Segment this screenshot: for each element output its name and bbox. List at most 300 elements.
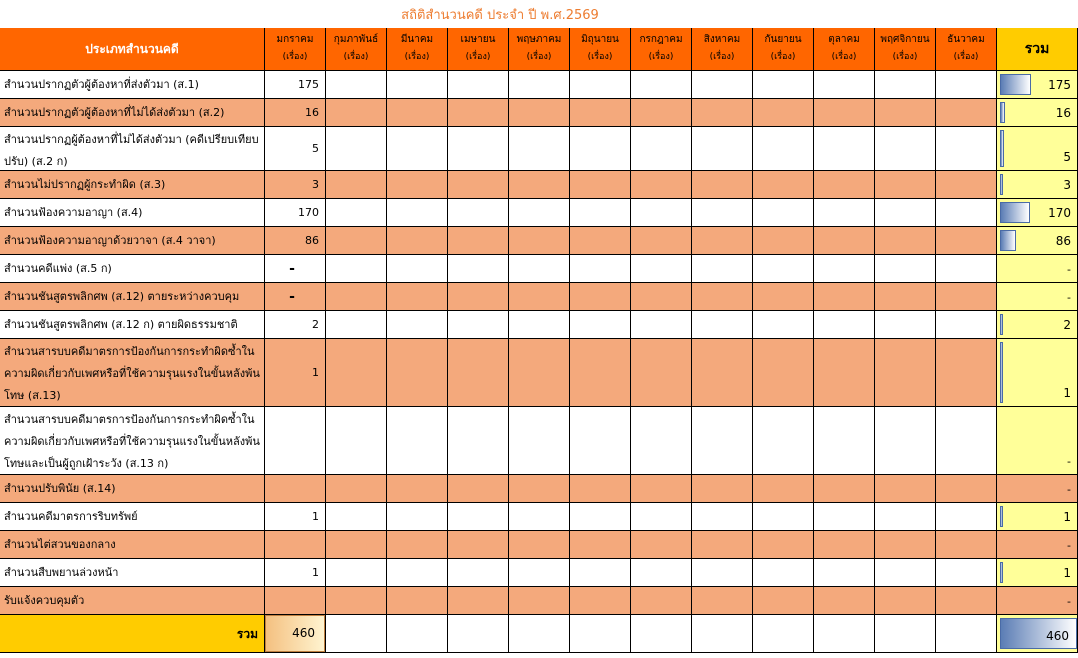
month-cell[interactable]: [814, 587, 875, 615]
month-cell[interactable]: [875, 339, 936, 407]
row-category-label: สำนวนสารบบคดีมาตรการป้องกันการกระทำผิดซ้ำในความผิดเกี่ยวกับเพศหรือที่ใช้ความรุนแรงในขั้นหลังพ้นโทษ (ส.13): [4, 345, 260, 402]
month-cell[interactable]: [326, 283, 387, 311]
total-databar: [1000, 130, 1004, 167]
month-value: 1: [312, 510, 319, 523]
row-total[interactable]: [997, 199, 1078, 227]
month-cell[interactable]: [509, 559, 570, 587]
month-cell[interactable]: [387, 171, 448, 199]
footer-month-cell[interactable]: [631, 615, 692, 653]
month-cell[interactable]: [631, 503, 692, 531]
month-cell[interactable]: [448, 503, 509, 531]
month-cell[interactable]: [692, 227, 753, 255]
month-cell[interactable]: [875, 503, 936, 531]
month-cell[interactable]: [448, 587, 509, 615]
month-cell[interactable]: [692, 71, 753, 99]
month-cell[interactable]: [875, 587, 936, 615]
month-cell[interactable]: [692, 283, 753, 311]
month-cell[interactable]: [875, 227, 936, 255]
month-header-7[interactable]: [631, 28, 692, 71]
footer-month-cell[interactable]: [875, 615, 936, 653]
month-cell[interactable]: [631, 559, 692, 587]
month-cell[interactable]: [936, 311, 997, 339]
month-cell[interactable]: [570, 99, 631, 127]
month-cell[interactable]: [265, 71, 326, 99]
month-cell[interactable]: [448, 171, 509, 199]
month-name: ตุลาคม: [828, 34, 860, 45]
row-category-label: สำนวนชันสูตรพลิกศพ (ส.12 ก) ตายผิดธรรมชาติ: [4, 318, 238, 331]
footer-month-cell[interactable]: [570, 615, 631, 653]
month-header-9[interactable]: [753, 28, 814, 71]
month-cell[interactable]: [631, 407, 692, 475]
month-cell[interactable]: [814, 171, 875, 199]
month-cell[interactable]: [936, 255, 997, 283]
month-cell[interactable]: [448, 199, 509, 227]
month-cell[interactable]: [387, 283, 448, 311]
row-category-label: สำนวนคดีมาตรการริบทรัพย์: [4, 510, 138, 523]
month-cell[interactable]: [875, 531, 936, 559]
month-cell[interactable]: [509, 475, 570, 503]
row-total[interactable]: [997, 255, 1078, 283]
month-cell[interactable]: [448, 255, 509, 283]
footer-month-cell[interactable]: [326, 615, 387, 653]
month-cell[interactable]: [692, 311, 753, 339]
month-cell[interactable]: [265, 255, 326, 283]
month-cell[interactable]: [631, 531, 692, 559]
month-cell[interactable]: [936, 503, 997, 531]
table-row: [0, 255, 1078, 283]
month-cell[interactable]: [509, 71, 570, 99]
row-total[interactable]: [997, 127, 1078, 171]
table-row: [0, 503, 1078, 531]
month-cell[interactable]: [875, 171, 936, 199]
row-category-label: สำนวนชันสูตรพลิกศพ (ส.12) ตายระหว่างควบคุม: [4, 290, 240, 303]
month-cell[interactable]: [814, 531, 875, 559]
row-category-label: สำนวนฟ้องความอาญา (ส.4): [4, 206, 143, 219]
row-category[interactable]: [0, 407, 265, 475]
month-header-6[interactable]: [570, 28, 631, 71]
month-cell[interactable]: [631, 311, 692, 339]
month-unit: (เรื่อง): [404, 52, 430, 62]
footer-grand-total[interactable]: [997, 615, 1078, 653]
row-category[interactable]: [0, 255, 265, 283]
month-cell[interactable]: [387, 255, 448, 283]
row-category-label: สำนวนไต่สวนของกลาง: [4, 538, 116, 551]
month-cell[interactable]: [448, 407, 509, 475]
month-cell[interactable]: [387, 559, 448, 587]
month-cell[interactable]: [814, 559, 875, 587]
month-cell[interactable]: [265, 227, 326, 255]
row-total[interactable]: [997, 227, 1078, 255]
month-cell[interactable]: [326, 71, 387, 99]
month-cell[interactable]: [631, 127, 692, 171]
month-cell[interactable]: [387, 475, 448, 503]
month-cell[interactable]: [509, 311, 570, 339]
month-cell[interactable]: [387, 531, 448, 559]
row-total-value: 1: [1063, 566, 1071, 580]
month-cell[interactable]: [875, 127, 936, 171]
month-cell[interactable]: [692, 407, 753, 475]
month-cell[interactable]: [692, 475, 753, 503]
month-cell[interactable]: [753, 255, 814, 283]
total-header-label: รวม: [1024, 41, 1050, 57]
month-cell[interactable]: [936, 475, 997, 503]
month-cell[interactable]: [387, 127, 448, 171]
footer-month-cell[interactable]: [814, 615, 875, 653]
row-category[interactable]: [0, 127, 265, 171]
footer-month-cell[interactable]: [753, 615, 814, 653]
month-cell[interactable]: [509, 127, 570, 171]
category-header[interactable]: [0, 28, 265, 71]
month-cell[interactable]: [448, 531, 509, 559]
month-cell[interactable]: [448, 475, 509, 503]
month-cell[interactable]: [814, 475, 875, 503]
row-total[interactable]: [997, 311, 1078, 339]
month-cell[interactable]: [814, 127, 875, 171]
month-cell[interactable]: [570, 283, 631, 311]
row-total[interactable]: [997, 559, 1078, 587]
month-cell[interactable]: [631, 475, 692, 503]
month-cell[interactable]: [814, 199, 875, 227]
row-category-label: รับแจ้งควบคุมตัว: [4, 594, 85, 607]
month-cell[interactable]: [570, 475, 631, 503]
month-cell[interactable]: [936, 407, 997, 475]
row-total[interactable]: [997, 587, 1078, 615]
month-cell[interactable]: [692, 171, 753, 199]
month-cell[interactable]: [326, 503, 387, 531]
month-header-8[interactable]: [692, 28, 753, 71]
month-cell[interactable]: [387, 99, 448, 127]
month-cell[interactable]: [936, 339, 997, 407]
month-cell[interactable]: [509, 199, 570, 227]
month-cell[interactable]: [753, 227, 814, 255]
month-cell[interactable]: [326, 339, 387, 407]
month-cell[interactable]: [753, 199, 814, 227]
month-cell[interactable]: [265, 171, 326, 199]
month-header-3[interactable]: [387, 28, 448, 71]
month-cell[interactable]: [509, 339, 570, 407]
month-cell[interactable]: [631, 587, 692, 615]
month-cell[interactable]: [936, 199, 997, 227]
month-cell[interactable]: [265, 311, 326, 339]
month-cell[interactable]: [753, 71, 814, 99]
month-cell[interactable]: [753, 587, 814, 615]
month-name: มิถุนายน: [581, 34, 619, 45]
month-cell[interactable]: [570, 127, 631, 171]
month-cell[interactable]: [326, 475, 387, 503]
month-cell[interactable]: [570, 255, 631, 283]
month-value: 3: [312, 178, 319, 191]
row-category[interactable]: [0, 311, 265, 339]
month-cell[interactable]: [326, 127, 387, 171]
month-cell[interactable]: [753, 339, 814, 407]
row-category[interactable]: [0, 559, 265, 587]
month-cell[interactable]: [570, 199, 631, 227]
row-total[interactable]: [997, 71, 1078, 99]
table-row: [0, 475, 1078, 503]
month-unit: (เรื่อง): [526, 52, 552, 62]
month-header-10[interactable]: [814, 28, 875, 71]
row-total[interactable]: [997, 171, 1078, 199]
month-cell[interactable]: [814, 311, 875, 339]
month-cell[interactable]: [265, 407, 326, 475]
month-cell[interactable]: [936, 71, 997, 99]
month-cell[interactable]: [631, 99, 692, 127]
month-cell[interactable]: [692, 559, 753, 587]
month-cell[interactable]: [570, 339, 631, 407]
month-cell[interactable]: [936, 227, 997, 255]
month-cell[interactable]: [936, 99, 997, 127]
month-cell[interactable]: [692, 127, 753, 171]
month-value: 2: [312, 318, 319, 331]
month-cell[interactable]: [753, 503, 814, 531]
month-cell[interactable]: [265, 559, 326, 587]
month-cell[interactable]: [265, 283, 326, 311]
month-cell[interactable]: [631, 171, 692, 199]
header-row: [0, 28, 1078, 71]
month-cell[interactable]: [326, 255, 387, 283]
month-cell[interactable]: [326, 99, 387, 127]
row-total[interactable]: [997, 503, 1078, 531]
month-cell[interactable]: [387, 339, 448, 407]
row-category[interactable]: [0, 199, 265, 227]
month-cell[interactable]: [387, 407, 448, 475]
total-header[interactable]: [997, 28, 1078, 71]
month-cell[interactable]: [387, 311, 448, 339]
month-header-12[interactable]: [936, 28, 997, 71]
month-cell[interactable]: [631, 199, 692, 227]
month-cell[interactable]: [936, 283, 997, 311]
month-cell[interactable]: [692, 503, 753, 531]
month-cell[interactable]: [753, 99, 814, 127]
month-cell[interactable]: [326, 311, 387, 339]
month-cell[interactable]: [631, 255, 692, 283]
month-cell[interactable]: [692, 255, 753, 283]
row-category[interactable]: [0, 171, 265, 199]
month-cell[interactable]: [875, 475, 936, 503]
category-header-label: ประเภทสำนวนคดี: [85, 42, 179, 56]
footer-grand-value: 460: [1046, 629, 1069, 643]
month-cell[interactable]: [265, 127, 326, 171]
month-cell[interactable]: [692, 339, 753, 407]
month-cell[interactable]: [936, 559, 997, 587]
row-category[interactable]: [0, 503, 265, 531]
table-row: [0, 127, 1078, 171]
month-cell[interactable]: [814, 71, 875, 99]
month-cell[interactable]: [509, 171, 570, 199]
row-category[interactable]: [0, 339, 265, 407]
month-name: มกราคม: [276, 34, 314, 45]
month-cell[interactable]: [875, 99, 936, 127]
month-cell[interactable]: [570, 503, 631, 531]
month-cell[interactable]: [326, 559, 387, 587]
footer-month-cell[interactable]: [509, 615, 570, 653]
row-category[interactable]: [0, 531, 265, 559]
month-cell[interactable]: [509, 587, 570, 615]
footer-month-cell[interactable]: [387, 615, 448, 653]
month-cell[interactable]: [753, 475, 814, 503]
month-cell[interactable]: [753, 407, 814, 475]
month-cell[interactable]: [448, 71, 509, 99]
table-row: [0, 199, 1078, 227]
month-cell[interactable]: [753, 127, 814, 171]
row-total-value: 3: [1063, 178, 1071, 192]
row-category-label: สำนวนคดีแพ่ง (ส.5 ก): [4, 262, 112, 275]
total-databar: [1000, 342, 1003, 403]
month-cell[interactable]: [875, 71, 936, 99]
month-cell[interactable]: [692, 531, 753, 559]
month-header-2[interactable]: [326, 28, 387, 71]
row-category[interactable]: [0, 227, 265, 255]
month-cell[interactable]: [753, 559, 814, 587]
month-cell[interactable]: [387, 503, 448, 531]
month-cell[interactable]: [509, 503, 570, 531]
month-cell[interactable]: [936, 587, 997, 615]
month-cell[interactable]: [509, 283, 570, 311]
row-total[interactable]: [997, 339, 1078, 407]
month-value: -: [289, 261, 295, 277]
footer-label-text: รวม: [236, 627, 258, 641]
month-cell[interactable]: [448, 339, 509, 407]
month-cell[interactable]: [692, 199, 753, 227]
month-cell[interactable]: [265, 99, 326, 127]
month-cell[interactable]: [814, 255, 875, 283]
month-cell[interactable]: [509, 255, 570, 283]
month-cell[interactable]: [448, 311, 509, 339]
month-cell[interactable]: [570, 531, 631, 559]
row-total-value: -: [1067, 455, 1071, 468]
month-cell[interactable]: [814, 407, 875, 475]
month-unit: (เรื่อง): [709, 52, 735, 62]
month-cell[interactable]: [387, 71, 448, 99]
month-cell[interactable]: [875, 407, 936, 475]
month-cell[interactable]: [753, 311, 814, 339]
month-cell[interactable]: [265, 531, 326, 559]
month-cell[interactable]: [387, 587, 448, 615]
month-cell[interactable]: [570, 71, 631, 99]
month-cell[interactable]: [814, 503, 875, 531]
month-cell[interactable]: [936, 171, 997, 199]
month-cell[interactable]: [936, 531, 997, 559]
month-cell[interactable]: [570, 171, 631, 199]
month-name: ธันวาคม: [947, 34, 985, 45]
month-cell[interactable]: [875, 255, 936, 283]
row-total[interactable]: [997, 407, 1078, 475]
row-category-label: สำนวนปรากฏตัวผู้ต้องหาที่ส่งตัวมา (ส.1): [4, 78, 199, 91]
table-row: [0, 339, 1078, 407]
month-cell[interactable]: [265, 503, 326, 531]
month-cell[interactable]: [326, 531, 387, 559]
month-cell[interactable]: [448, 227, 509, 255]
row-total[interactable]: [997, 283, 1078, 311]
month-cell[interactable]: [631, 283, 692, 311]
month-cell[interactable]: [875, 199, 936, 227]
month-cell[interactable]: [936, 127, 997, 171]
month-cell[interactable]: [509, 227, 570, 255]
month-cell[interactable]: [326, 587, 387, 615]
month-cell[interactable]: [814, 99, 875, 127]
month-cell[interactable]: [753, 531, 814, 559]
month-cell[interactable]: [692, 587, 753, 615]
month-cell[interactable]: [265, 339, 326, 407]
month-cell[interactable]: [814, 283, 875, 311]
row-category-label: สำนวนปรากฏผู้ต้องหาที่ไม่ได้ส่งตัวมา (คดีเปรียบเทียบปรับ) (ส.2 ก): [4, 133, 259, 168]
row-total-value: 175: [1048, 78, 1071, 92]
month-cell[interactable]: [631, 339, 692, 407]
month-cell[interactable]: [875, 311, 936, 339]
month-cell[interactable]: [448, 99, 509, 127]
total-databar: [1000, 202, 1030, 223]
month-cell[interactable]: [387, 227, 448, 255]
month-cell[interactable]: [265, 475, 326, 503]
month-cell[interactable]: [875, 283, 936, 311]
month-cell[interactable]: [448, 127, 509, 171]
row-category[interactable]: [0, 475, 265, 503]
table-row: [0, 71, 1078, 99]
row-category[interactable]: [0, 71, 265, 99]
month-cell[interactable]: [814, 339, 875, 407]
month-cell[interactable]: [875, 559, 936, 587]
row-category[interactable]: [0, 587, 265, 615]
month-cell[interactable]: [265, 199, 326, 227]
row-total[interactable]: [997, 99, 1078, 127]
row-category[interactable]: [0, 99, 265, 127]
month-cell[interactable]: [265, 587, 326, 615]
row-total-value: 2: [1063, 318, 1071, 332]
month-cell[interactable]: [326, 227, 387, 255]
month-cell[interactable]: [326, 407, 387, 475]
month-header-11[interactable]: [875, 28, 936, 71]
month-unit: (เรื่อง): [770, 52, 796, 62]
footer-month-cell[interactable]: [692, 615, 753, 653]
month-cell[interactable]: [570, 227, 631, 255]
month-cell[interactable]: [570, 587, 631, 615]
row-total[interactable]: [997, 531, 1078, 559]
footer-jan-total[interactable]: [265, 615, 326, 653]
row-total[interactable]: [997, 475, 1078, 503]
month-cell[interactable]: [509, 531, 570, 559]
month-cell[interactable]: [753, 171, 814, 199]
row-category-label: สำนวนสารบบคดีมาตรการป้องกันการกระทำผิดซ้ำในความผิดเกี่ยวกับเพศหรือที่ใช้ความรุนแรงในขั้นหลังพ้นโทษและเป็นผู้ถูกเฝ้าระวัง (ส.13 ก): [4, 413, 260, 470]
month-cell[interactable]: [570, 311, 631, 339]
month-cell[interactable]: [448, 559, 509, 587]
month-cell[interactable]: [631, 227, 692, 255]
row-category[interactable]: [0, 283, 265, 311]
month-cell[interactable]: [509, 407, 570, 475]
month-cell[interactable]: [631, 71, 692, 99]
footer-month-cell[interactable]: [936, 615, 997, 653]
month-cell[interactable]: [814, 227, 875, 255]
month-header-4[interactable]: [448, 28, 509, 71]
month-cell[interactable]: [570, 559, 631, 587]
row-total-value: -: [1067, 595, 1071, 608]
footer-jan-value: 460: [292, 626, 315, 640]
month-cell[interactable]: [326, 171, 387, 199]
month-header-5[interactable]: [509, 28, 570, 71]
month-cell[interactable]: [509, 99, 570, 127]
month-cell[interactable]: [753, 283, 814, 311]
month-cell[interactable]: [570, 407, 631, 475]
row-total-value: -: [1067, 263, 1071, 276]
month-header-1[interactable]: [265, 28, 326, 71]
month-cell[interactable]: [448, 283, 509, 311]
footer-month-cell[interactable]: [448, 615, 509, 653]
row-total-value: 5: [1063, 150, 1071, 164]
month-cell[interactable]: [326, 199, 387, 227]
month-cell[interactable]: [692, 99, 753, 127]
month-cell[interactable]: [387, 199, 448, 227]
row-total-value: -: [1067, 291, 1071, 304]
footer-label[interactable]: [0, 615, 265, 653]
